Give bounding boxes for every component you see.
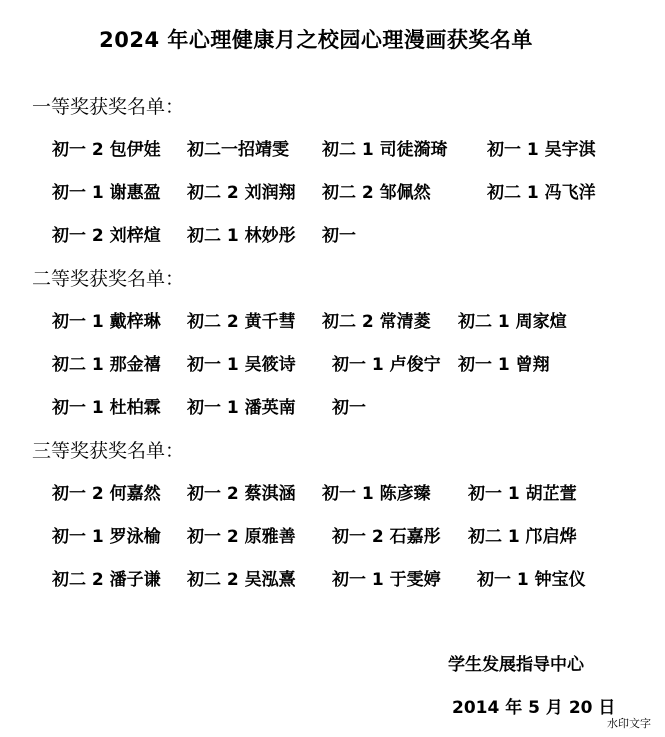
winner-entry: 初二 1 邝启烨 [468, 527, 577, 547]
winner-entry: 初二 1 那金禧 [52, 355, 161, 375]
winner-entry: 初二 1 林妙彤 [187, 226, 296, 246]
winner-entry: 初二 2 黄千彗 [187, 312, 296, 332]
winner-entry: 初二 2 邹佩然 [322, 183, 431, 203]
winner-entry: 初二 2 常清菱 [322, 312, 431, 332]
winner-entry: 初一 [332, 398, 366, 418]
winner-entry: 初一 1 吴筱诗 [187, 355, 296, 375]
winner-entry: 初二 1 司徒漪琦 [322, 140, 448, 160]
winner-entry: 初二 2 刘润翔 [187, 183, 296, 203]
winner-entry: 初二 2 潘子谦 [52, 570, 161, 590]
winner-entry: 初一 1 胡芷萱 [468, 484, 577, 504]
winner-entry: 初一 1 曾翔 [458, 355, 550, 375]
winner-entry: 初一 2 包伊娃 [52, 140, 161, 160]
winner-entry: 初一 2 何嘉然 [52, 484, 161, 504]
winner-entry: 初一 2 原雅善 [187, 527, 296, 547]
first-prize-heading: 一等奖获奖名单： [32, 96, 185, 118]
winner-entry: 初二 2 吴泓熹 [187, 570, 296, 590]
third-prize-heading: 三等奖获奖名单： [32, 440, 185, 462]
issuing-organization: 学生发展指导中心 [448, 655, 584, 675]
winner-entry: 初一 1 罗泳榆 [52, 527, 161, 547]
watermark-text: 水印文字 [607, 717, 651, 730]
second-prize-heading: 二等奖获奖名单： [32, 268, 185, 290]
winner-entry: 初一 2 蔡淇涵 [187, 484, 296, 504]
winner-entry: 初一 2 石嘉彤 [332, 527, 441, 547]
winner-entry: 初二 1 冯飞洋 [487, 183, 596, 203]
winner-entry: 初一 1 卢俊宁 [332, 355, 441, 375]
winner-entry: 初一 2 刘梓煊 [52, 226, 161, 246]
winner-entry: 初二一招靖雯 [187, 140, 289, 160]
winner-entry: 初一 1 潘英南 [187, 398, 296, 418]
winner-entry: 初一 1 陈彦臻 [322, 484, 431, 504]
winner-entry: 初一 1 谢惠盈 [52, 183, 161, 203]
issue-date: 2014 年 5 月 20 日 [452, 698, 616, 718]
winner-entry: 初一 [322, 226, 356, 246]
winner-entry: 初一 1 戴梓琳 [52, 312, 161, 332]
winner-entry: 初一 1 吴宇淇 [487, 140, 596, 160]
winner-entry: 初一 1 钟宝仪 [477, 570, 586, 590]
page-title: 2024 年心理健康月之校园心理漫画获奖名单 [99, 28, 533, 52]
winner-entry: 初一 1 杜柏霖 [52, 398, 161, 418]
winner-entry: 初一 1 于雯婷 [332, 570, 441, 590]
winner-entry: 初二 1 周家煊 [458, 312, 567, 332]
